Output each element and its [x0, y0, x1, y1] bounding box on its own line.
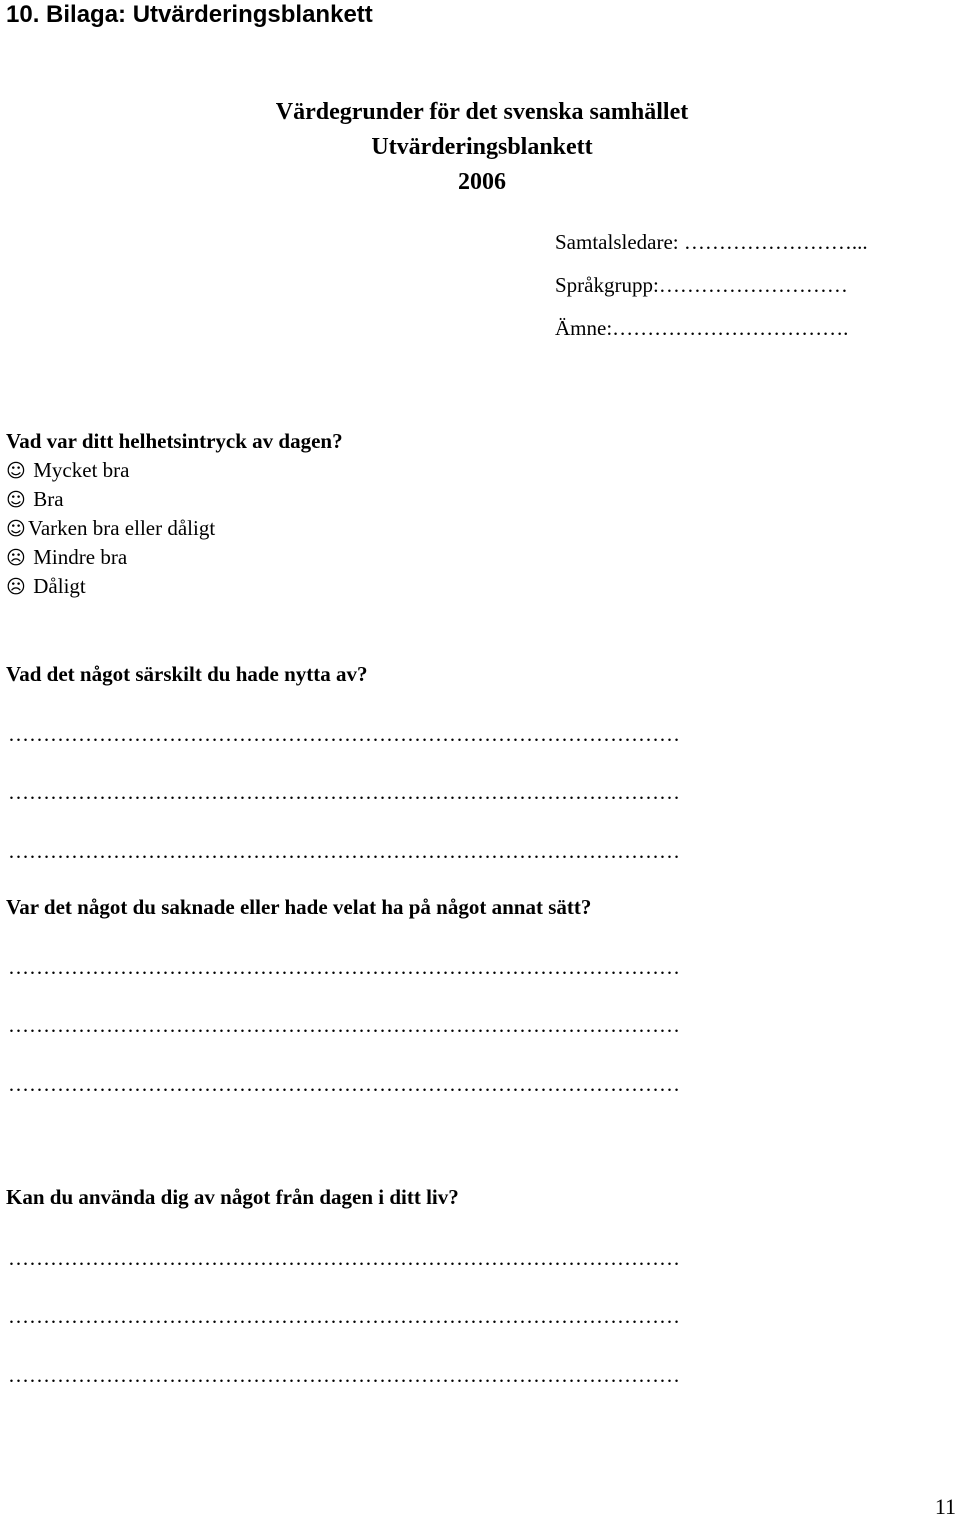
frowny-icon: ☹ — [6, 576, 26, 598]
smiley-icon: ☺ — [6, 518, 26, 540]
leader-field[interactable]: Samtalsledare: ……………………... — [555, 230, 868, 254]
question-use-in-life: Kan du använda dig av något från dagen i ditt liv? — [6, 1185, 459, 1209]
page-number: 11 — [934, 1494, 956, 1519]
frowny-icon: ☹ — [6, 547, 26, 569]
question-overall-impression: Vad var ditt helhetsintryck av dagen? — [6, 429, 343, 453]
question-missing: Var det något du saknade eller hade velat ha på något annat sätt? — [6, 895, 592, 919]
answer-line[interactable]: …………………………………………………………………………………… — [8, 839, 680, 863]
question-useful: Vad det något särskilt du hade nytta av? — [6, 662, 368, 686]
answer-line[interactable]: …………………………………………………………………………………… — [8, 1072, 680, 1096]
smiley-icon: ☺ — [6, 489, 26, 511]
subject-field[interactable]: Ämne:……………………………. — [555, 316, 849, 340]
answer-line[interactable]: …………………………………………………………………………………… — [8, 955, 680, 979]
language-group-field[interactable]: Språkgrupp:……………………… — [555, 273, 848, 297]
answer-line[interactable]: …………………………………………………………………………………… — [8, 780, 680, 804]
option-bra[interactable] — [6, 486, 64, 513]
option-varken-bra-eller-daligt[interactable] — [6, 515, 215, 542]
form-year: 2006 — [458, 169, 506, 195]
option-mindre-bra[interactable] — [6, 544, 127, 571]
answer-line[interactable]: …………………………………………………………………………………… — [8, 1304, 680, 1328]
option-label: Mycket bra — [28, 458, 130, 482]
answer-line[interactable]: …………………………………………………………………………………… — [8, 1246, 680, 1270]
option-mycket-bra[interactable] — [6, 457, 129, 484]
answer-line[interactable]: …………………………………………………………………………………… — [8, 722, 680, 746]
form-title: Värdegrunder för det svenska samhället — [275, 99, 689, 125]
option-label: Dåligt — [28, 574, 86, 598]
option-label: Mindre bra — [28, 545, 128, 569]
option-daligt[interactable] — [6, 573, 86, 600]
option-label: Bra — [28, 487, 64, 511]
answer-line[interactable]: …………………………………………………………………………………… — [8, 1363, 680, 1387]
answer-line[interactable]: …………………………………………………………………………………… — [8, 1013, 680, 1037]
section-heading: 10. Bilaga: Utvärderingsblankett — [6, 1, 373, 28]
form-subtitle: Utvärderingsblankett — [371, 134, 593, 160]
smiley-icon: ☺ — [6, 460, 26, 482]
option-label: Varken bra eller dåligt — [28, 516, 216, 540]
